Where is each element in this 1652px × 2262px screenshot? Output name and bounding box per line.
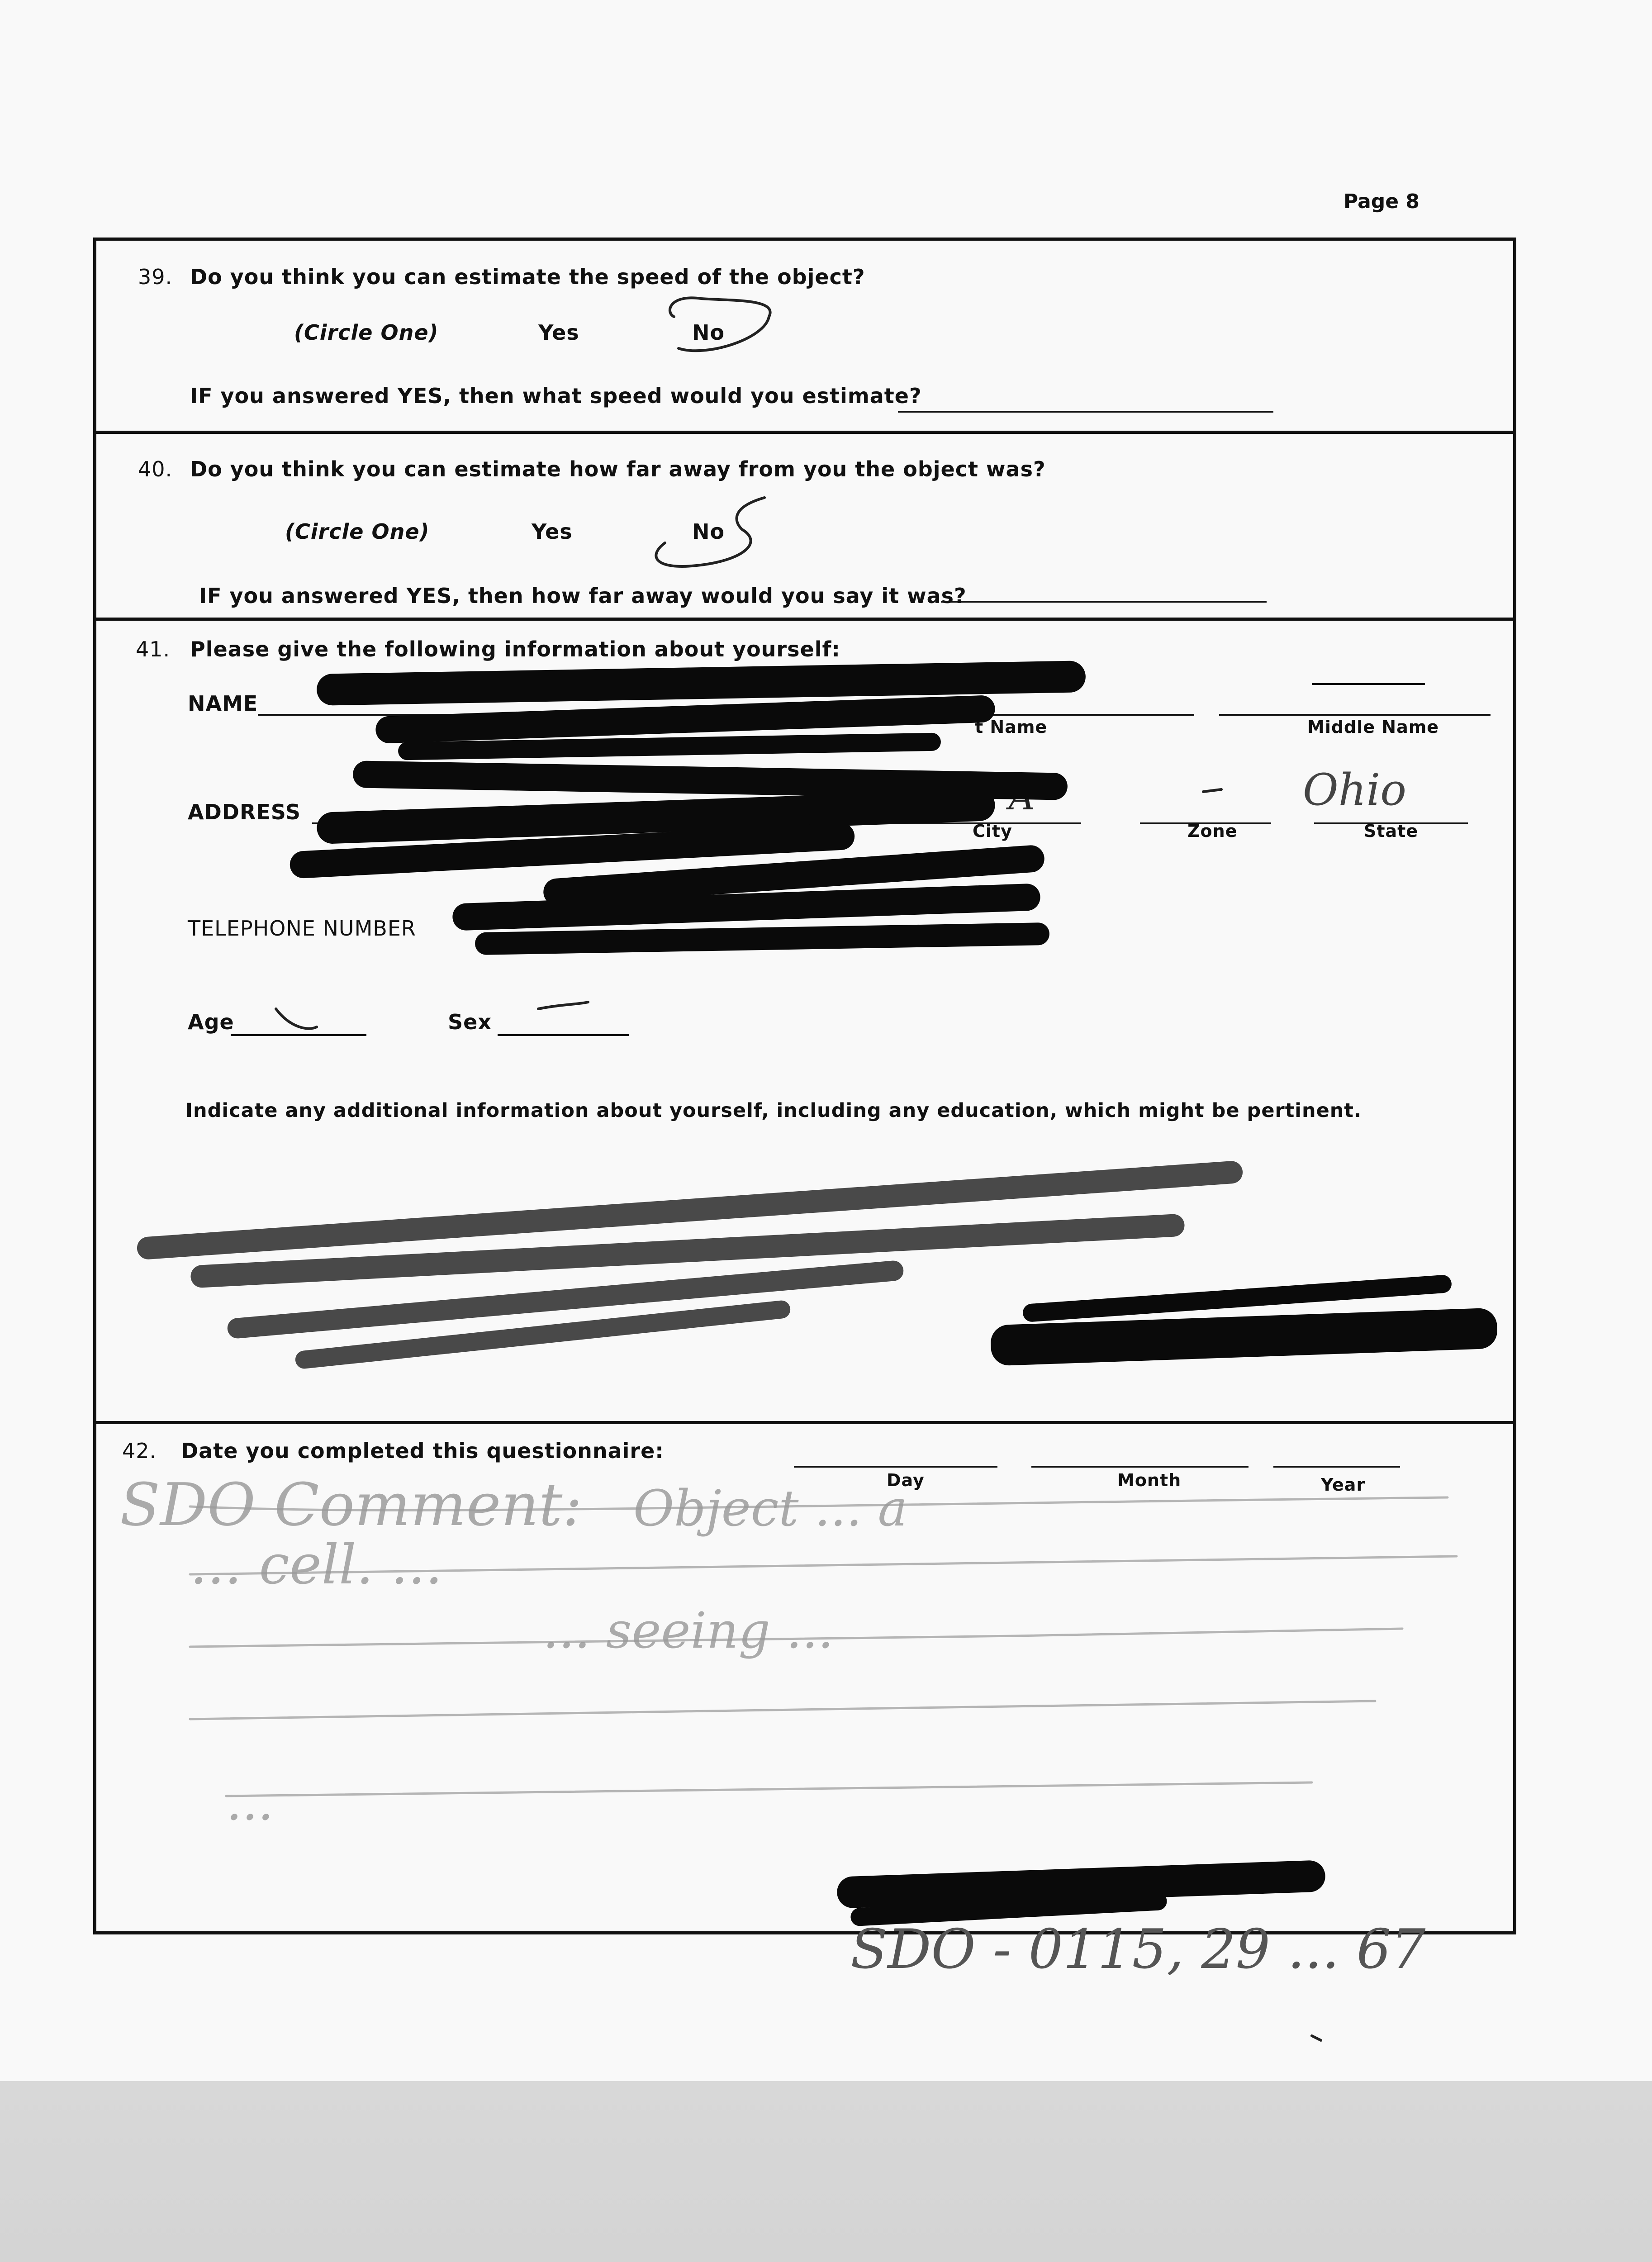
q39-question: Do you think you can estimate the speed of the object?	[190, 265, 865, 289]
q40-no[interactable]: No	[692, 519, 725, 544]
city-caption: City	[973, 821, 1012, 841]
middle-name-caption: Middle Name	[1307, 717, 1439, 737]
sex-mark	[538, 1002, 588, 1009]
sdo-note-line-2: Object ... a	[633, 1479, 908, 1537]
handwriting-stroke-3	[190, 1629, 1402, 1647]
sdo-note-line-5: ...	[226, 1773, 274, 1831]
q40-yes[interactable]: Yes	[532, 519, 573, 544]
handwriting-stroke-1	[190, 1497, 1448, 1510]
q42-question: Date you completed this questionnaire:	[181, 1439, 664, 1463]
page-number: Page 8	[1343, 190, 1420, 213]
q41-heading: Please give the following information about yourself:	[190, 637, 840, 661]
state-handwriting: Ohio	[1303, 765, 1407, 815]
city-dash	[1203, 789, 1221, 792]
q42-number: 42.	[122, 1439, 157, 1463]
age-label: Age	[188, 1010, 234, 1034]
state-caption: State	[1364, 821, 1419, 841]
month-caption: Month	[1117, 1470, 1182, 1490]
handwriting-stroke-5	[226, 1782, 1312, 1796]
q39-number: 39.	[138, 265, 173, 289]
q40-number: 40.	[138, 457, 173, 481]
sex-label: Sex	[448, 1010, 492, 1034]
margin-mark	[1312, 2036, 1321, 2040]
handwriting-stroke-2	[190, 1556, 1457, 1574]
q39-no-circle	[670, 298, 770, 351]
age-mark	[276, 1009, 317, 1029]
sdo-note-line-3: ... cell. ...	[190, 1534, 443, 1597]
day-caption: Day	[887, 1470, 925, 1490]
sdo-file-reference: SDO - 0115, 29 ... 67	[850, 1918, 1426, 1981]
additional-info-label: Indicate any additional information about yourself, including any education, which might be pertinent.	[185, 1099, 1362, 1122]
sdo-note-line-1: SDO Comment:	[120, 1470, 583, 1539]
first-name-caption: t Name	[975, 717, 1048, 737]
q40-followup: IF you answered YES, then how far away would you say it was?	[199, 584, 967, 608]
q39-followup: IF you answered YES, then what speed would you estimate?	[190, 384, 922, 408]
year-caption: Year	[1321, 1475, 1366, 1495]
handwriting-stroke-4	[190, 1701, 1375, 1719]
q41-number: 41.	[136, 637, 171, 661]
q39-yes[interactable]: Yes	[538, 320, 579, 345]
sdo-note-line-4: ... seeing ...	[543, 1601, 834, 1659]
q40-no-circle	[656, 498, 764, 566]
q40-circle-one: (Circle One)	[285, 519, 430, 544]
q39-no[interactable]: No	[692, 320, 725, 345]
telephone-label: TELEPHONE NUMBER	[188, 916, 416, 941]
address-label: ADDRESS	[188, 800, 301, 824]
zone-caption: Zone	[1187, 821, 1238, 841]
name-label: NAME	[188, 691, 258, 716]
q39-circle-one: (Circle One)	[294, 320, 439, 345]
q40-question: Do you think you can estimate how far away from you the object was?	[190, 457, 1046, 481]
